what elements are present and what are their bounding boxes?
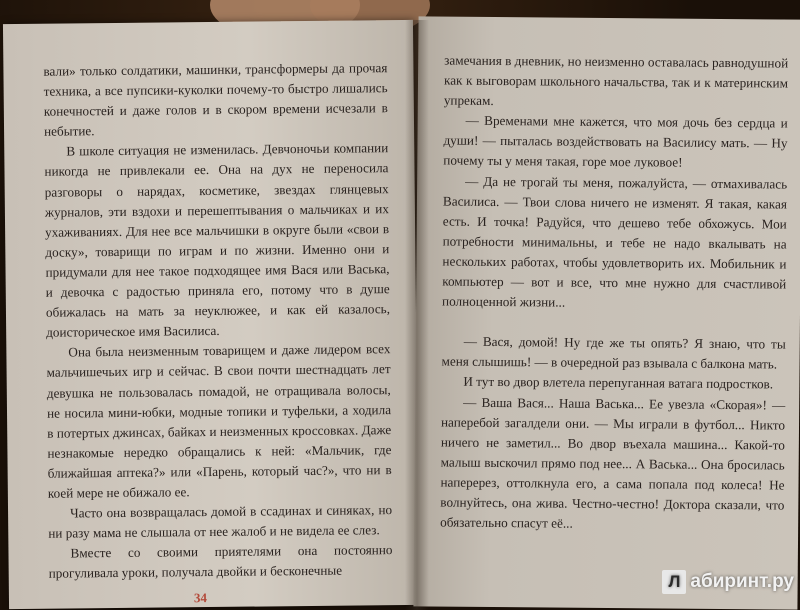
left-page: [3, 20, 419, 609]
right-page-text: [440, 51, 788, 536]
right-page-paragraph: — Вася, домой! Ну где же ты опять? Я знаю, что ты меня слышишь! — в очередной раз взывала с балкона мать.: [441, 333, 786, 372]
right-page-paragraph: И тут во двор влетела перепуганная ватага подростков.: [463, 374, 774, 392]
left-page-paragraph: Вместе со своими приятелями она постоянно прогуливала уроки, получала двойки и бесконечные: [48, 542, 393, 582]
left-page-paragraph: В школе ситуация не изменилась. Девчоночьи компании никогда не привлекали ее. Она на дух не переносила разговоры о нарядах, косметике, звездах глянцевых журналов, эти вздохи и перешептывания о мальчиках и их ухаживаниях. Для нее все мальчишки в округе были «свои в доску», товарищи по играм и по жизни. Именно они и придумали для нее такое подходящее имя Вася или Васька, и девочка с радостью приняла его, потому что в душе обижалась на мать за неуклюжее, и как ей казалось, доисторическое имя Василиса.: [44, 140, 391, 340]
watermark: [662, 570, 794, 594]
right-page-paragraph: — Временами мне кажется, что моя дочь без сердца и души! — пыталась воздействовать на Василису мать. — Ну почему ты у меня такая, горе мое луковое!: [443, 113, 788, 171]
right-page-paragraph: — Ваша Вася... Наша Васька... Ее увезла «Скорая»! — наперебой загалдели они. — Мы играли в футбол... Никто ничего не заметил... Во двор въехала машина... Какой-то малыш выскочил прямо под нее... А Васька... Она бросилась наперерез, оттолкнула его, а сама попала под колеса! Не волнуйтесь, она жива. Честно-честно! Доктора сказали, что обязательно спасут её...: [440, 394, 786, 531]
left-page-paragraph: Она была неизменным товарищем и даже лидером всех мальчишечьих игр и сейчас. В свои почти шестнадцать лет девушка не пользовалась помадой, не отращивала волосы, не носила мини-юбки, модные топики и туфельки, а ходила в потертых джинсах, байках и неизменных кроссовках. Даже незнакомые нередко обращались к ней: «Мальчик, где ближайшая аптека?» или «Парень, который час?», что ни в коей мере не обижало ее.: [46, 341, 392, 501]
right-page-paragraph: замечания в дневник, но неизменно оставалась равнодушной как к выговорам школьного начальства, так и к материнским упрекам.: [443, 52, 789, 109]
right-page-paragraph: — Да не трогай ты меня, пожалуйста, — отмахивалась Василиса. — Твои слова ничего не изменят. Я такая, какая есть. И точка! Радуйся, что дешево тебе обхожусь. Мои потребности минимальны, и тебе не надо вкалывать на нескольких работах, чтобы удовлетворить их. Мобильник и компьютер — вот и все, что мне нужно для счастливой полноценной жизни...: [442, 173, 788, 310]
left-page-paragraph: вали» только солдатики, машинки, трансформеры да прочая техника, а все пупсики-куколки почему-то быстро лишались конечностей и даже голов и в скором времени исчезали в небытие.: [43, 60, 388, 140]
labirint-logo-icon: Л: [662, 570, 686, 594]
left-page-paragraph: Часто она возвращалась домой в ссадинах и синяках, но ни разу мама не слышала от нее жалоб и не видела ее слез.: [48, 502, 393, 541]
page-number: 34: [193, 590, 208, 606]
book-gutter: [405, 20, 429, 610]
left-page-text: [43, 58, 392, 584]
watermark-text: абиринт.ру: [690, 571, 794, 592]
right-page: [413, 16, 800, 609]
